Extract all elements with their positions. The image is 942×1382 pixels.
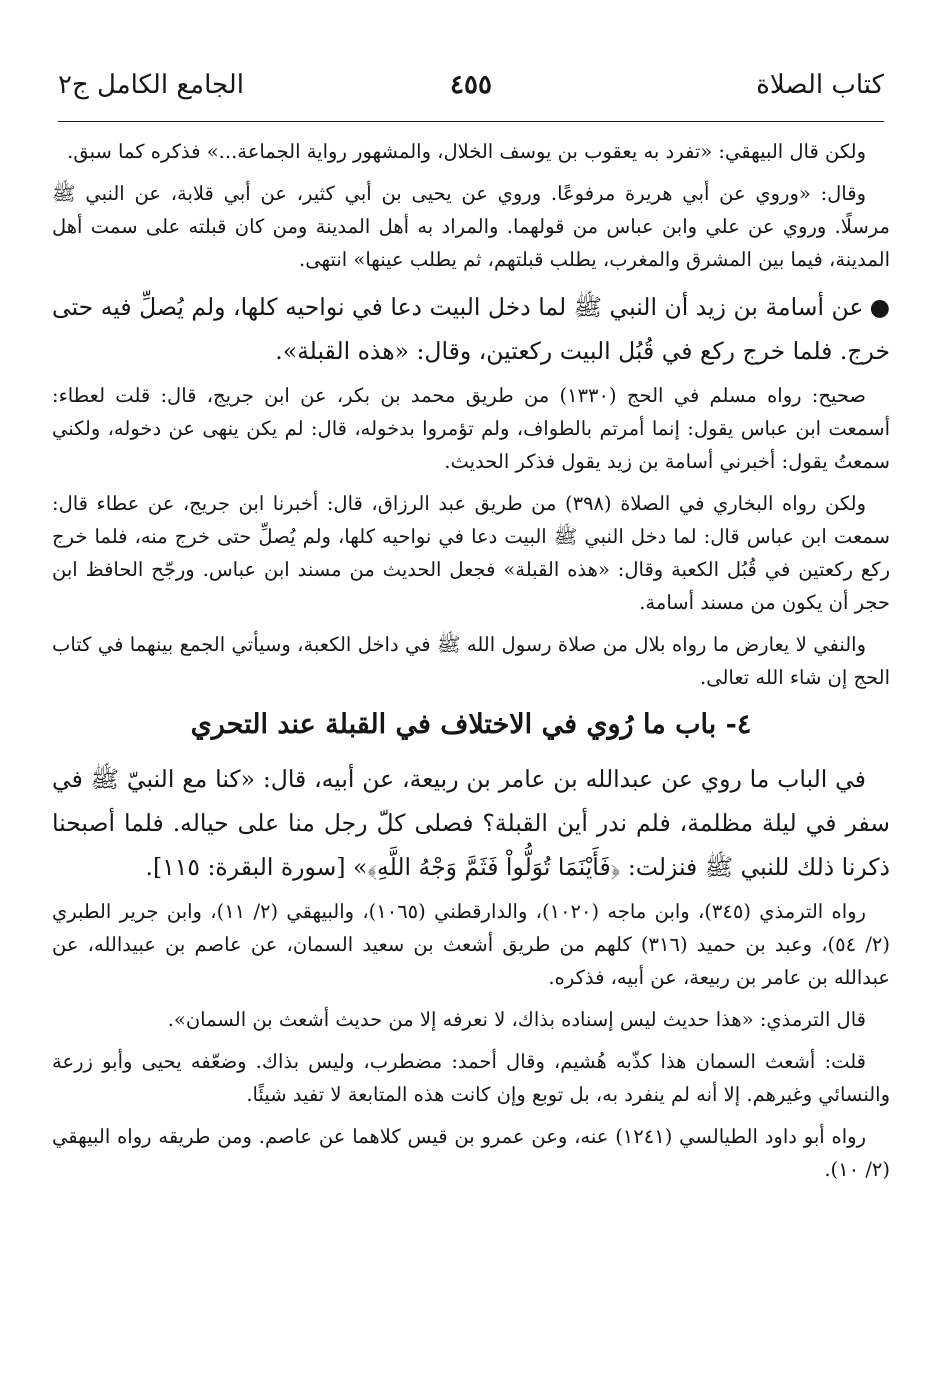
hadith-body: عن أسامة بن زيد أن النبي ﷺ لما دخل البيت دعا في نواحيه كلها، ولم يُصلِّ فيه حتى خرج. فلما خرج ركع في قُبُل البيت ركعتين، وقال: «هذه القبلة». xyxy=(52,293,890,365)
bullet-marker: ● xyxy=(869,293,890,321)
commentary-paragraph: والنفي لا يعارض ما رواه بلال من صلاة رسول الله ﷺ في داخل الكعبة، وسيأتي الجمع بينهما في كتاب الحج إن شاء الله تعالى. xyxy=(52,633,890,689)
page-body xyxy=(52,135,890,1195)
commentary-paragraph: قلت: أشعث السمان هذا كذّبه هُشيم، وقال أحمد: مضطرب، وليس بذاك. وضعّفه يحيى وأبو زرعة والنسائي وغيرهم. إلا أنه لم ينفرد به، بل توبع وإن كانت هذه المتابعة لا تفيد شيئًا. xyxy=(52,1050,890,1106)
commentary-paragraph: ولكن رواه البخاري في الصلاة (٣٩٨) من طريق عبد الرزاق، قال: أخبرنا ابن جريج، عن عطاء قال: سمعت ابن عباس قال: لما دخل النبي ﷺ البيت دعا في نواحيه كلها، ولم يُصلِّ حتى خرج منه، فلما خرج ركع ركعتين في قُبُل الكعبة وقال: «هذه القبلة» فجعل الحديث من مسند ابن عباس. ورجّح الحافظ ابن حجر أن يكون من مسند أسامة. xyxy=(52,492,890,614)
book-title: الجامع الكامل ج٢ xyxy=(58,70,244,100)
hadith-text xyxy=(52,285,890,373)
book-section-title: كتاب الصلاة xyxy=(756,70,884,100)
commentary-paragraph: قال الترمذي: «هذا حديث ليس إسناده بذاك، لا نعرفه إلا من حديث أشعث بن السمان». xyxy=(167,1008,866,1031)
running-header xyxy=(58,70,884,110)
commentary-paragraph: رواه الترمذي (٣٤٥)، وابن ماجه (١٠٢٠)، والدارقطني (١٠٦٥)، والبيهقي (٢/ ١١)، وابن جرير الطبري (٢/ ٥٤)، وعبد بن حميد (٣١٦) كلهم من طريق أشعث بن سعيد السمان، عن عاصم بن عبيدالله، عن عبدالله بن عامر بن ربيعة، عن أبيه، فذكره. xyxy=(52,900,890,989)
chapter-heading: ٤- باب ما رُوي في الاختلاف في القبلة عند التحري xyxy=(190,709,752,740)
commentary-paragraph: ولكن قال البيهقي: «تفرد به يعقوب بن يوسف الخلال، والمشهور رواية الجماعة...» فذكره كما سبق. xyxy=(67,140,866,163)
commentary-paragraph: رواه أبو داود الطيالسي (١٢٤١) عنه، وعن عمرو بن قيس كلاهما عن عاصم. ومن طريقه رواه البيهقي (٢/ ١٠). xyxy=(52,1125,890,1181)
page-number: ٤٥٥ xyxy=(450,70,492,100)
header-divider xyxy=(58,121,884,122)
commentary-paragraph: وقال: «وروي عن أبي هريرة مرفوعًا. وروي عن يحيى بن أبي كثير، عن أبي قلابة، عن النبي ﷺ مرسلًا. وروي عن علي وابن عباس من قولهما. والمراد به أهل المدينة ومن كان قبلته على سمت أهل المدينة، فيما بين المشرق والمغرب، يطلب قبلتهم، ثم يطلب عينها» انتهى. xyxy=(52,182,890,271)
hadith-text: في الباب ما روي عن عبدالله بن عامر بن ربيعة، عن أبيه، قال: «كنا مع النبيّ ﷺ في سفر في ليلة مظلمة، فلم ندر أين القبلة؟ فصلى كلّ رجل منا على حياله. فلما أصبحنا ذكرنا ذلك للنبي ﷺ فنزلت: ﴿فَأَيْنَمَا تُوَلُّواْ فَثَمَّ وَجْهُ اللَّهِ﴾» [سورة البقرة: ١١٥]. xyxy=(52,765,890,881)
commentary-paragraph: صحيح: رواه مسلم في الحج (١٣٣٠) من طريق محمد بن بكر، عن ابن جريج، قال: قلت لعطاء: أسمعت ابن عباس يقول: إنما أمرتم بالطواف، ولم تؤمروا بدخوله، قال: لم يكن ينهى عن دخوله، ولكني سمعتُ يقول: أخبرني أسامة بن زيد يقول فذكر الحديث. xyxy=(52,384,890,473)
